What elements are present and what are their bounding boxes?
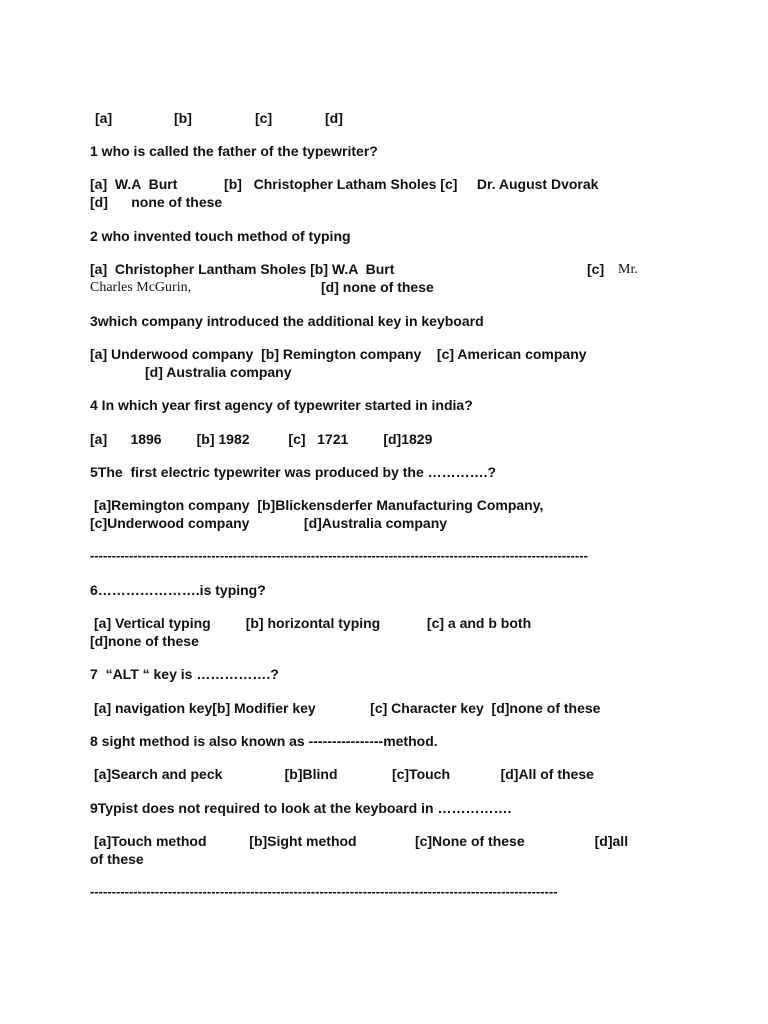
question-3-options-line1: [a] Underwood company [b] Remington company [c] American company xyxy=(90,346,587,362)
question-5: 5The first electric typewriter was produced by the ………….? xyxy=(90,464,497,480)
question-2-option-d: [d] none of these xyxy=(321,279,434,295)
section-divider-2: ------------------------------------------------------------------------------------------------------------ xyxy=(90,884,558,899)
question-5-options-line2: [c]Underwood company [d]Australia company xyxy=(90,515,448,531)
question-2-option-c-text-part1: Mr. xyxy=(618,262,638,277)
header-option-a: [a] xyxy=(95,110,113,126)
question-2-options-line1: [a] Christopher Lantham Sholes [b] W.A Burt xyxy=(90,261,395,277)
question-1-options-line2: [d] none of these xyxy=(90,194,223,210)
header-option-b: [b] xyxy=(174,110,192,126)
question-3: 3which company introduced the additional key in keyboard xyxy=(90,313,484,329)
question-9-options-line1: [a]Touch method [b]Sight method [c]None of these [d]all xyxy=(94,833,629,849)
question-3-options-line2: [d] Australia company xyxy=(145,364,292,380)
question-1: 1 who is called the father of the typewriter? xyxy=(90,143,378,159)
header-option-c: [c] xyxy=(255,110,273,126)
question-4-options-line1: [a] 1896 [b] 1982 [c] 1721 [d]1829 xyxy=(90,431,433,447)
question-7-options-line1: [a] navigation key[b] Modifier key [c] Character key [d]none of these xyxy=(94,700,601,716)
header-option-d: [d] xyxy=(325,110,343,126)
question-2: 2 who invented touch method of typing xyxy=(90,228,351,244)
question-5-options-line1: [a]Remington company [b]Blickensderfer Manufacturing Company, xyxy=(94,497,544,513)
question-8-options-line1: [a]Search and peck [b]Blind [c]Touch [d]All of these xyxy=(94,766,594,782)
question-7: 7 “ALT “ key is …………….? xyxy=(90,666,279,682)
question-8: 8 sight method is also known as ----------------method. xyxy=(90,733,438,749)
question-1-options-line1: [a] W.A Burt [b] Christopher Latham Sholes [c] Dr. August Dvorak xyxy=(90,176,599,192)
question-9-options-line2: of these xyxy=(90,851,144,867)
section-divider-1: ------------------------------------------------------------------------------------------------------------------- xyxy=(90,548,588,563)
question-2-option-c-text-part2: Charles McGurin, xyxy=(90,280,192,295)
question-2-option-c-label: [c] xyxy=(587,261,605,277)
question-9: 9Typist does not required to look at the keyboard in ……………. xyxy=(90,800,512,816)
question-6-options-line2: [d]none of these xyxy=(90,633,199,649)
question-6: 6………………….is typing? xyxy=(90,582,266,598)
question-4: 4 In which year first agency of typewriter started in india? xyxy=(90,397,473,413)
question-6-options-line1: [a] Vertical typing [b] horizontal typing [c] a and b both xyxy=(94,615,532,631)
